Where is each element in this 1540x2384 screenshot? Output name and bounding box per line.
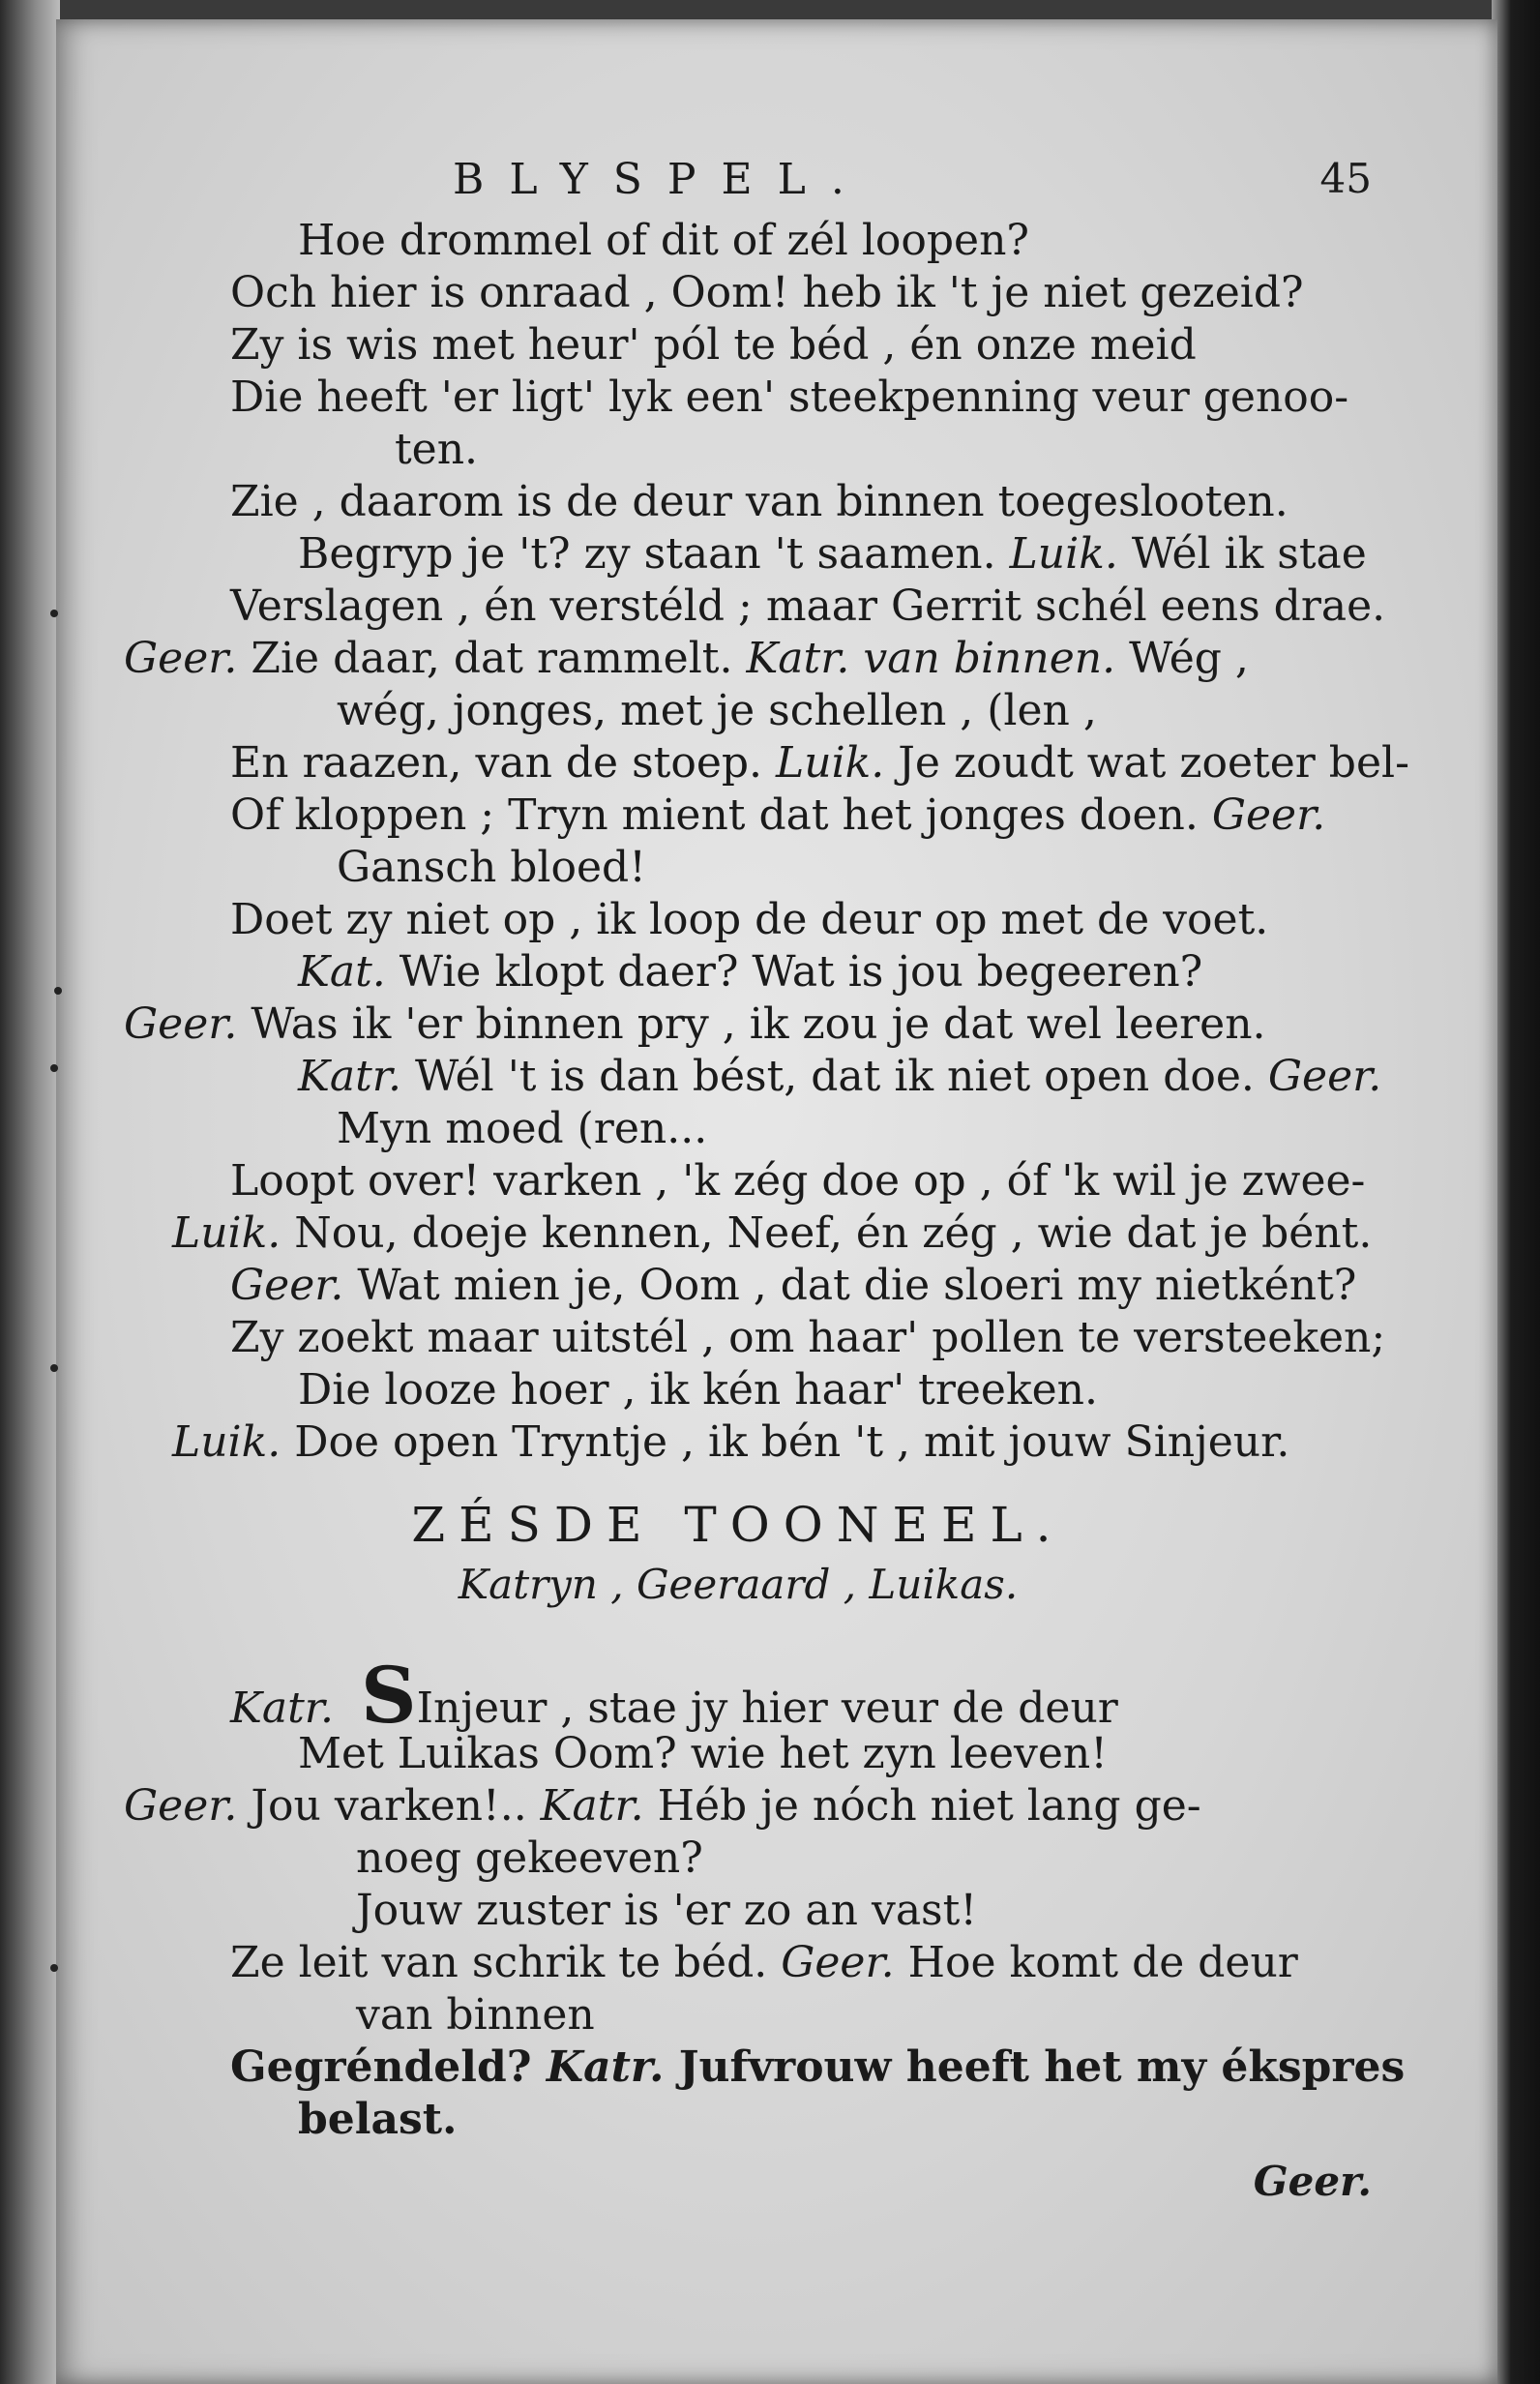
verse-line [104, 842, 1372, 894]
verse-text: Zie , daarom is de deur van binnen toegeslooten. [230, 477, 1288, 526]
catchword: Geer. [1253, 2158, 1372, 2205]
verse-line [104, 1312, 1386, 1364]
dialogue-block [104, 215, 1409, 1469]
verse-line [104, 894, 1372, 946]
verse-text: Wie klopt daer? Wat is jou begeeren? [385, 947, 1203, 997]
verse-line [104, 946, 1372, 998]
verse-text: Jufvrouw heeft het my ékspres [664, 2042, 1406, 2092]
verse-line [104, 790, 1372, 842]
verse-text: Doet zy niet op , ik loop de deur op met de voet. [230, 895, 1269, 944]
verse-text: belast. [298, 2095, 458, 2144]
speaker-name: Geer. [124, 634, 238, 683]
verse-text: Loopt over! varken , 'k zég doe op , óf 'k wil je zwee- [230, 1156, 1366, 1206]
verse-line [104, 1780, 1372, 1833]
verse-text: Doe open Tryntje , ik bén 't , mit jouw Sinjeur. [281, 1417, 1290, 1467]
verse-text: Hoe komt de deur [894, 1938, 1298, 1987]
verse-line [104, 1989, 1372, 2041]
verse-line [104, 737, 1409, 790]
verse-line [104, 476, 1372, 528]
speaker-name: Katr. [546, 2042, 665, 2092]
scene-dialogue-block [104, 1650, 1406, 2146]
verse-line [104, 1885, 1372, 1937]
verse-text: Was ik 'er binnen pry , ik zou je dat wel leeren. [237, 999, 1266, 1049]
verse-line [104, 372, 1372, 424]
verse-text: Met Luikas Oom? wie het zyn leeven! [298, 1729, 1108, 1778]
margin-mark [50, 1364, 58, 1372]
book-page [56, 19, 1497, 2384]
verse-line [104, 1364, 1372, 1416]
verse-text: Je zoudt wat zoeter bel- [884, 738, 1409, 788]
book-edge [1492, 0, 1540, 2384]
speaker-name: Katr. [298, 1052, 401, 1101]
speaker-name: Luik. [1009, 529, 1118, 579]
verse-line [104, 633, 1372, 685]
scene-heading: ZÉSDE TOONEEL. [411, 1497, 1065, 1553]
page-number: 45 [1319, 155, 1372, 202]
verse-text: van binnen [356, 1990, 595, 2040]
speaker-name: Katr. [540, 1781, 644, 1831]
margin-mark [54, 987, 62, 995]
verse-line [104, 998, 1372, 1051]
verse-text: Héb je nóch niet lang ge- [643, 1781, 1201, 1831]
verse-line [104, 1207, 1372, 1260]
verse-line [104, 1051, 1382, 1103]
verse-line [104, 1937, 1372, 1989]
margin-mark [50, 1064, 58, 1072]
verse-text: Die looze hoer , ik kén haar' treeken. [298, 1365, 1098, 1415]
speaker-name: Luik. [776, 738, 885, 788]
verse-line [104, 2094, 1372, 2146]
verse-line [104, 1155, 1372, 1207]
verse-line [104, 1650, 1372, 1741]
margin-mark [50, 1964, 58, 1972]
verse-text: noeg gekeeven? [356, 1833, 703, 1883]
running-head [104, 155, 1372, 215]
verse-text: Zy is wis met heur' pól te béd , én onze meid [230, 320, 1197, 370]
page-text [104, 155, 1409, 2205]
verse-text: Injeur , stae jy hier veur de deur [416, 1684, 1118, 1733]
speaker-name: Geer. [124, 999, 238, 1049]
scene-cast: Katryn , Geeraard , Luikas. [458, 1561, 1019, 1608]
verse-line [104, 581, 1386, 633]
verse-line [104, 1260, 1372, 1312]
verse-line [104, 319, 1372, 372]
verse-text: Zy zoekt maar uitstél , om haar' pollen te versteeken; [230, 1313, 1386, 1362]
verse-line [104, 215, 1372, 267]
spacer [104, 1614, 1372, 1676]
verse-text: Wég , [1115, 634, 1249, 683]
verse-text: Jou varken!.. [237, 1781, 541, 1831]
verse-text: Wél ik stae [1117, 529, 1367, 579]
drop-capital: S [333, 1650, 417, 1741]
verse-line [104, 424, 1372, 476]
verse-text: Ze leit van schrik te béd. [230, 1938, 782, 1987]
book-spine-shadow [0, 0, 60, 2384]
verse-text: Begryp je 't? zy staan 't saamen. [298, 529, 1010, 579]
verse-text: Nou, doeje kennen, Neef, én zég , wie dat je bént. [281, 1208, 1373, 1258]
verse-text: Hoe drommel of dit of zél loopen? [298, 216, 1030, 265]
verse-text: wég, jonges, met je schellen , (len , [337, 686, 1097, 735]
verse-text: Jouw zuster is 'er zo an vast! [356, 1886, 977, 1935]
verse-text: Myn moed (ren... [337, 1104, 708, 1153]
speaker-name: Geer. [1267, 1052, 1382, 1101]
verse-text: Gegréndeld? [230, 2042, 547, 2092]
verse-text: Zie daar, dat rammelt. [237, 634, 747, 683]
verse-line [104, 1833, 1372, 1885]
verse-text: Verslagen , én verstéld ; maar Gerrit schél eens drae. [230, 581, 1386, 631]
speaker-name: Geer. [230, 1261, 344, 1310]
speaker-name: Geer. [1211, 790, 1326, 840]
speaker-name: Katr. [230, 1684, 334, 1733]
verse-line [104, 528, 1372, 581]
verse-line [104, 1416, 1372, 1469]
speaker-name: Luik. [172, 1417, 281, 1467]
verse-text: Of kloppen ; Tryn mient dat het jonges doen. [230, 790, 1212, 840]
verse-line [104, 267, 1372, 319]
verse-text: Wél 't is dan bést, dat ik niet open doe. [400, 1052, 1268, 1101]
verse-line [104, 1103, 1372, 1155]
verse-text: En raazen, van de stoep. [230, 738, 777, 788]
verse-line [104, 2041, 1406, 2094]
verse-text: Och hier is onraad , Oom! heb ik 't je niet gezeid? [230, 268, 1304, 317]
verse-text: Gansch bloed! [337, 843, 646, 892]
speaker-name: Katr. van binnen. [746, 634, 1116, 683]
verse-line [104, 1728, 1372, 1780]
margin-mark [50, 610, 58, 617]
verse-text: Die heeft 'er ligt' lyk een' steekpenning veur genoo- [230, 372, 1349, 422]
speaker-name: Kat. [298, 947, 386, 997]
speaker-name: Geer. [781, 1938, 895, 1987]
verse-text: ten. [395, 425, 479, 474]
verse-line [104, 685, 1372, 737]
running-title: BLYSPEL. [453, 155, 870, 204]
verse-text: Wat mien je, Oom , dat die sloeri my nietként? [343, 1261, 1357, 1310]
speaker-name: Luik. [172, 1208, 281, 1258]
speaker-name: Geer. [124, 1781, 238, 1831]
